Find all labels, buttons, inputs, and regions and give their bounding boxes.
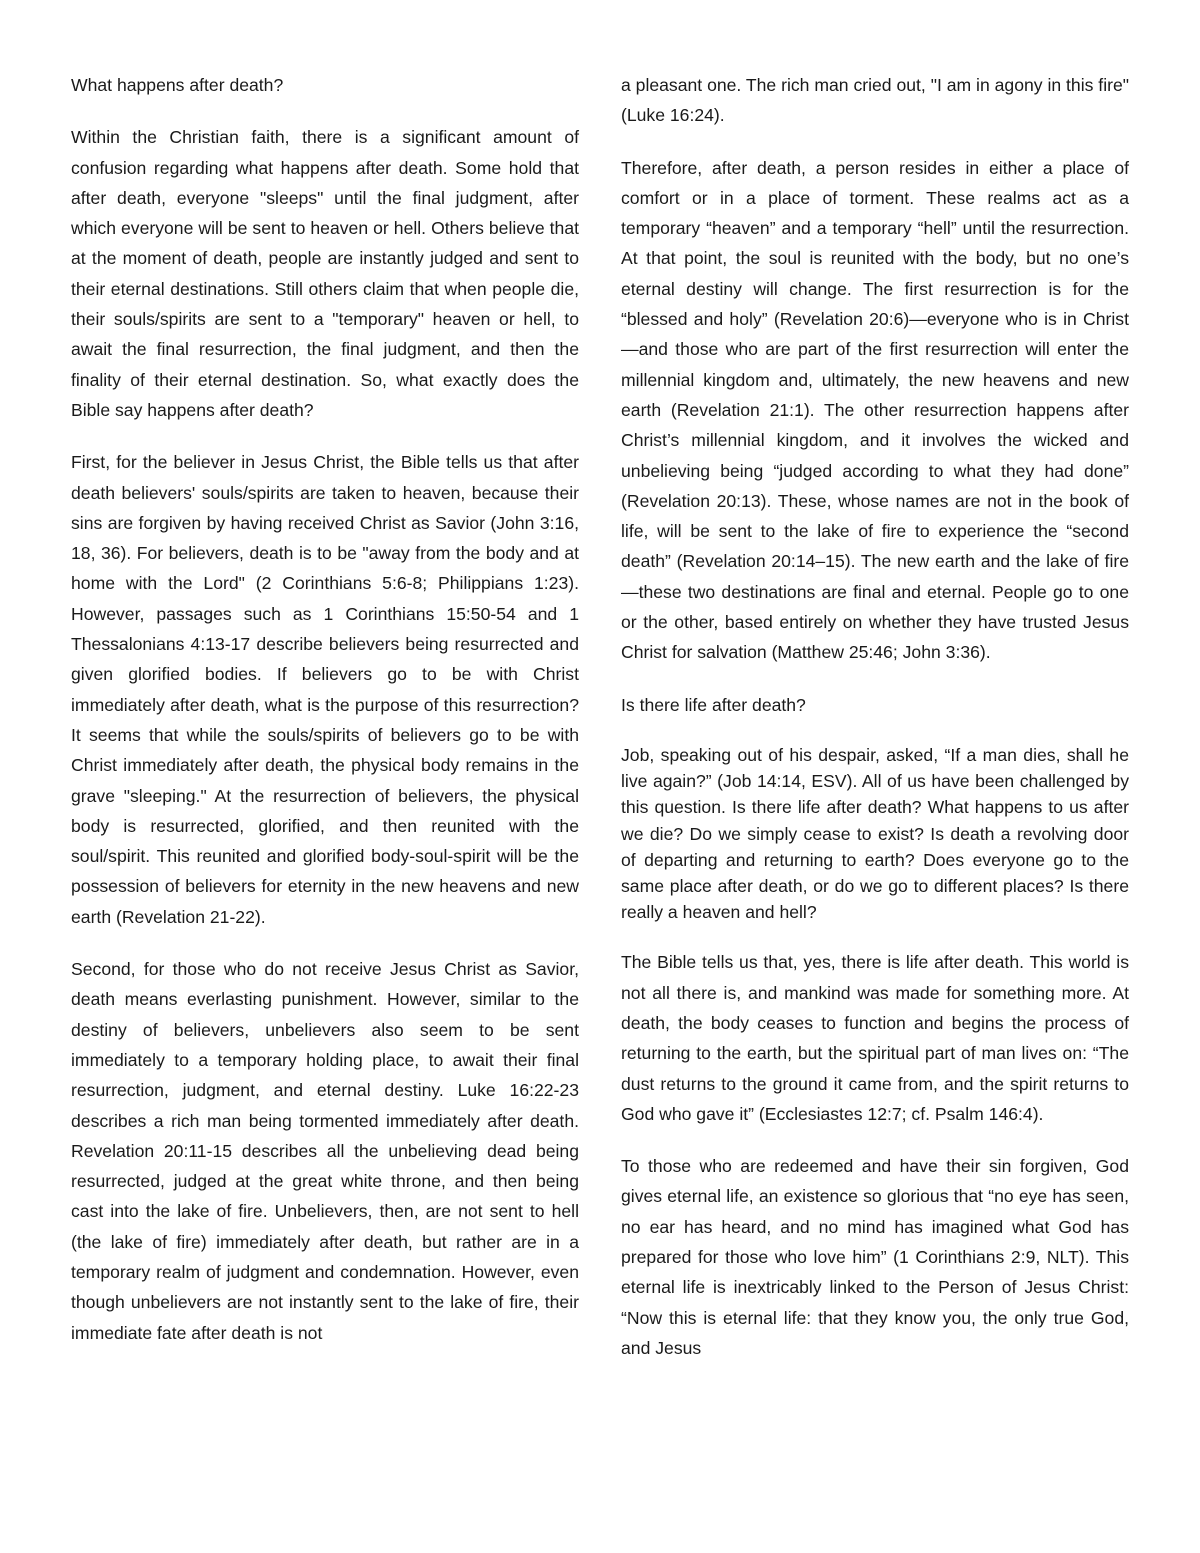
paragraph: To those who are redeemed and have their sin forgiven, God gives eternal life, an existence so glorious that “no eye has seen, no ear has heard, and no mind has imagined what God has prepared for those who love him” (1 Corinthians 2:9, NLT). This eternal life is inextricably linked to the Person of Jesus Christ: “Now this is eternal life: that they know you, the only true God, and Jesus xyxy=(621,1156,1129,1358)
paragraph: Job, speaking out of his despair, asked, “If a man dies, shall he live again?” (Job 14:14, ESV). All of us have been challenged by this question. Is there life after death? What happens to us after we die? Do we simply cease to exist? Is death a revolving door of departing and returning to earth? Does everyone go to the same place after death, or do we go to different places? Is there really a heaven and hell? xyxy=(621,744,1129,923)
paragraph: First, for the believer in Jesus Christ, the Bible tells us that after death believers' souls/spirits are taken to heaven, because their sins are forgiven by having received Christ as Savior (John 3:16, 18, 36). For believers, death is to be "away from the body and at home with the Lord" (2 Corinthians 5:6-8; Philippians 1:23). However, passages such as 1 Corinthians 15:50-54 and 1 Thessalonians 4:13-17 describe believers being resurrected and given glorified bodies. If believers go to be with Christ immediately after death, what is the purpose of this resurrection? It seems that while the souls/spirits of believers go to be with Christ immediately after death, the physical body remains in the grave "sleeping." At the resurrection of believers, the physical body is resurrected, glorified, and then reunited with the soul/spirit. This reunited and glorified body-soul-spirit will be the possession of believers for eternity in the new heavens and new earth (Revelation 21-22). xyxy=(71,452,579,927)
paragraph: Therefore, after death, a person resides in either a place of comfort or in a place of torment. These realms act as a temporary “heaven” and a temporary “hell” until the resurrection. At that point, the soul is reunited with the body, but no one’s eternal destiny will change. The first resurrection is for the “blessed and holy” (Revelation 20:6)—everyone who is in Christ—and those who are part of the first resurrection will enter the millennial kingdom and, ultimately, the new heavens and new earth (Revelation 21:1). The other resurrection happens after Christ’s millennial kingdom, and it involves the wicked and unbelieving being “judged according to what they had done” (Revelation 20:13). These, whose names are not in the book of life, will be sent to the lake of fire to experience the “second death” (Revelation 20:14–15). The new earth and the lake of fire—these two destinations are final and eternal. People go to one or the other, based entirely on whether they have trusted Jesus Christ for salvation (Matthew 25:46; John 3:36). xyxy=(621,157,1129,663)
left-column xyxy=(71,70,579,1370)
paragraph: a pleasant one. The rich man cried out, "I am in agony in this fire" (Luke 16:24). xyxy=(621,75,1129,126)
paragraph: Second, for those who do not receive Jesus Christ as Savior, death means everlasting punishment. However, similar to the destiny of believers, unbelievers also seem to be sent immediately to a temporary holding place, to await their final resurrection, judgment, and eternal destiny. Luke 16:22-23 describes a rich man being tormented immediately after death. Revelation 20:11-15 describes all the unbelieving dead being resurrected, judged at the great white throne, and then being cast into the lake of fire. Unbelievers, then, are not sent to hell (the lake of fire) immediately after death, but rather are in a temporary realm of judgment and condemnation. However, even though unbelievers are not instantly sent to the lake of fire, their immediate fate after death is not xyxy=(71,959,579,1343)
section-heading: What happens after death? xyxy=(71,75,284,95)
section-heading: Is there life after death? xyxy=(621,694,806,715)
paragraph: The Bible tells us that, yes, there is life after death. This world is not all there is, and mankind was made for something more. At death, the body ceases to function and begins the process of returning to the earth, but the spiritual part of man lives on: “The dust returns to the ground it came from, and the spirit returns to God who gave it” (Ecclesiastes 12:7; cf. Psalm 146:4). xyxy=(621,952,1129,1124)
paragraph: Within the Christian faith, there is a significant amount of confusion regarding what happens after death. Some hold that after death, everyone "sleeps" until the final judgment, after which everyone will be sent to heaven or hell. Others believe that at the moment of death, people are instantly judged and sent to their eternal destinations. Still others claim that when people die, their souls/spirits are sent to a "temporary" heaven or hell, to await the final resurrection, the final judgment, and then the finality of their eternal destination. So, what exactly does the Bible say happens after death? xyxy=(71,127,579,420)
right-column xyxy=(621,70,1129,1385)
